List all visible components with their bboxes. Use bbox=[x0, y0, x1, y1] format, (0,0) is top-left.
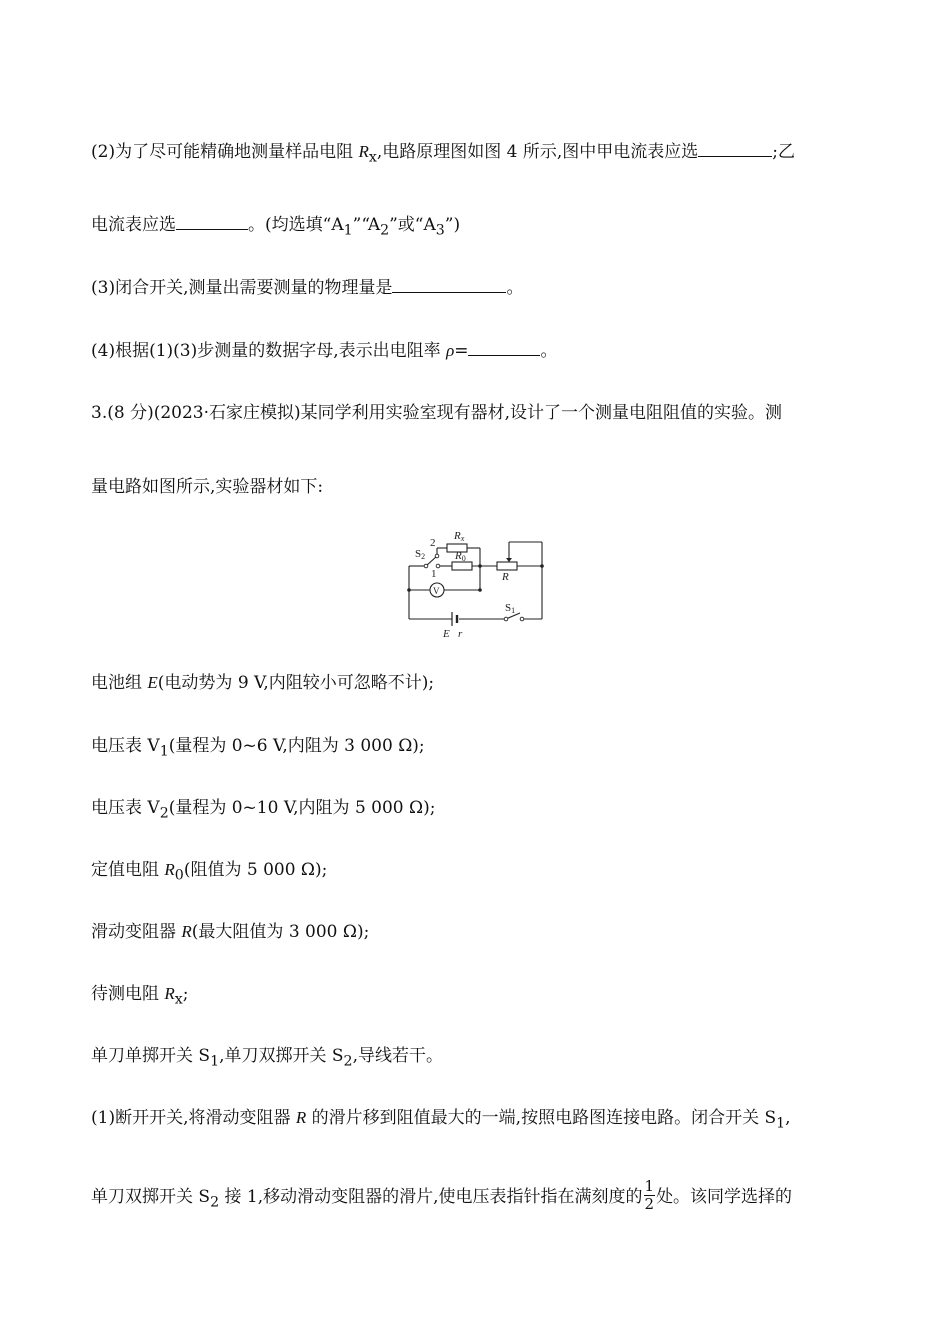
answer-blank-ammeter-jia[interactable] bbox=[698, 140, 772, 157]
item-rheostat: 滑动变阻器 R(最大阻值为 3 000 Ω); bbox=[91, 922, 370, 942]
question-3-line1: 3.(8 分)(2023·石家庄模拟)某同学利用实验室现有器材,设计了一个测量电阻阻值的实验。测 bbox=[91, 403, 783, 423]
item-resistor-rx: 待测电阻 $R_x$; bbox=[91, 984, 189, 1008]
svg-text:1: 1 bbox=[431, 568, 437, 580]
question-3-line2: 量电路如图所示,实验器材如下: bbox=[91, 477, 324, 497]
question-2-part3: (3)闭合开关,测量出需要测量的物理量是 。 bbox=[91, 278, 524, 298]
answer-blank-resistivity[interactable] bbox=[468, 339, 540, 356]
item-resistor-r0: 定值电阻 $R_0$(阻值为 5 000 Ω); bbox=[91, 860, 328, 884]
answer-blank-quantity[interactable] bbox=[392, 276, 506, 293]
svg-text:Rx: Rx bbox=[454, 530, 465, 543]
rheostat-r bbox=[497, 562, 517, 570]
svg-text:R: R bbox=[502, 571, 509, 583]
svg-text:r: r bbox=[458, 628, 463, 640]
svg-text:V: V bbox=[433, 586, 440, 596]
svg-text:R0: R0 bbox=[455, 550, 466, 563]
slider-arrow bbox=[506, 558, 512, 562]
item-battery: 电池组 E(电动势为 9 V,内阻较小可忽略不计); bbox=[91, 673, 435, 693]
svg-text:E: E bbox=[443, 628, 450, 640]
question-2-part4: (4)根据(1)(3)步测量的数据字母,表示出电阻率 ρ= 。 bbox=[91, 341, 558, 361]
resistor-r0 bbox=[452, 562, 472, 570]
circuit-diagram bbox=[402, 524, 552, 644]
svg-text:2: 2 bbox=[430, 537, 436, 549]
svg-text:S2: S2 bbox=[415, 548, 426, 561]
item-switches: 单刀单掷开关 $S_1$,单刀双掷开关 $S_2$,导线若干。 bbox=[91, 1046, 443, 1070]
step-1-line2: 单刀双掷开关 $S_2$ 接 1,移动滑动变阻器的滑片,使电压表指针指在满刻度的 $\frac{1}{2}$ 处。该同学选择的 bbox=[91, 1177, 793, 1213]
question-2-part2-line1: (2)为了尽可能精确地测量样品电阻 $R_x$,电路原理图如图 4 所示,图中甲电流表应选 ;乙 bbox=[91, 142, 796, 166]
question-2-part2-line2: 电流表应选 。(均选填“$A_1”“A_2$”或“$A_3$”) bbox=[91, 215, 461, 239]
fraction-one-half: $\frac{1}{2}$ bbox=[644, 1177, 655, 1213]
answer-blank-ammeter-yi[interactable] bbox=[176, 213, 248, 230]
item-voltmeter-v2: 电压表 $V_2$(量程为 0~10 V,内阻为 5 000 Ω); bbox=[91, 798, 436, 822]
svg-text:S1: S1 bbox=[505, 602, 516, 615]
step-1-line1: (1)断开开关,将滑动变阻器 R 的滑片移到阻值最大的一端,按照电路图连接电路。闭合开关 $S_1$, bbox=[91, 1108, 791, 1132]
item-voltmeter-v1: 电压表 $V_1$(量程为 0~6 V,内阻为 3 000 Ω); bbox=[91, 736, 425, 760]
